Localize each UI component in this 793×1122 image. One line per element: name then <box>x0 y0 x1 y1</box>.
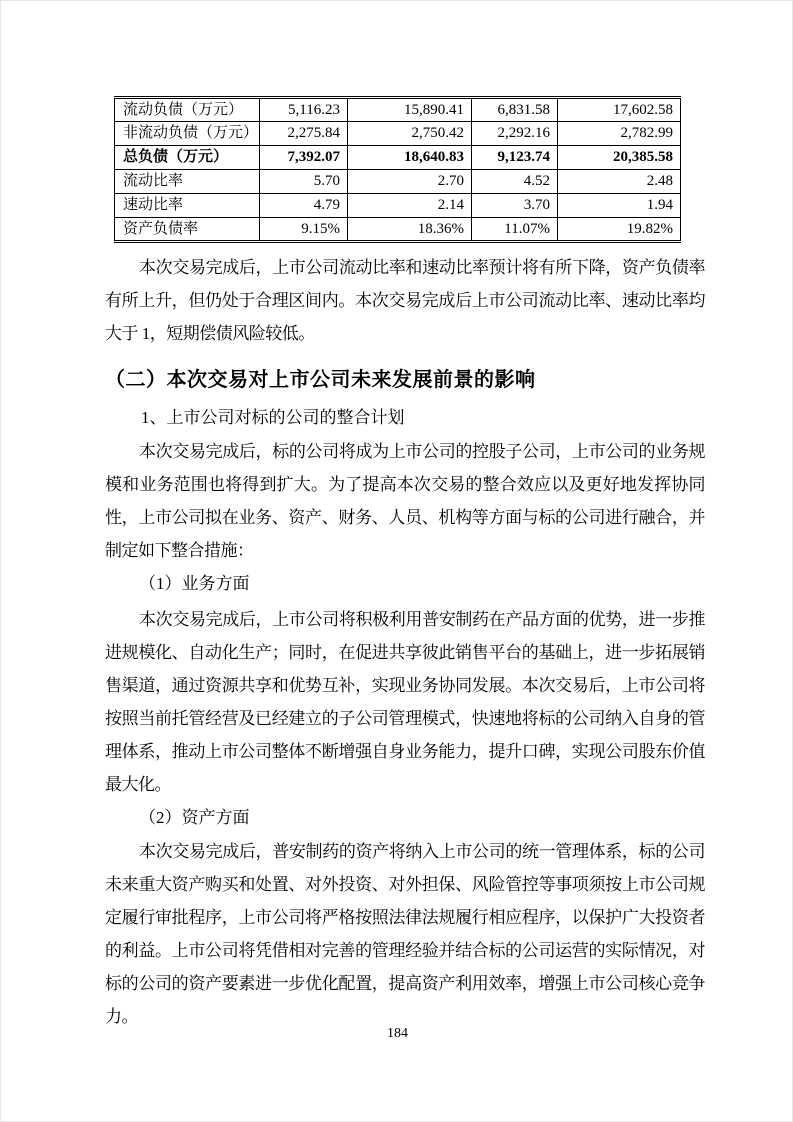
cell-value: 7,392.07 <box>260 146 348 170</box>
section-heading-future-prospects: （二）本次交易对上市公司未来发展前景的影响 <box>105 369 536 391</box>
row-label: 总负债（万元） <box>115 146 260 170</box>
table-row-total-liabilities <box>115 146 681 170</box>
cell-value: 2,782.99 <box>558 122 681 146</box>
cell-value: 15,890.41 <box>348 98 472 122</box>
item-heading-assets: （2）资产方面 <box>139 808 250 827</box>
table-row-noncurrent-liabilities <box>115 122 681 146</box>
paragraph-business-integration: 本次交易完成后，上市公司将积极利用普安制药在产品方面的优势，进一步推进规模化、自动化生产；同时，在促进共享彼此销售平台的基础上，进一步拓展销售渠道，通过资源共享和优势互补，实现业务协同发展。本次交易后，上市公司将按照当前托管经营及已经建立的子公司管理模式，快速地将标的公司纳入自身的管理体系，推动上市公司整体不断增强自身业务能力，提升口碑，实现公司股东价值最大化。 <box>105 610 705 794</box>
cell-value: 4.79 <box>260 194 348 218</box>
table-row-current-ratio <box>115 170 681 194</box>
financial-metrics-table <box>114 96 681 243</box>
cell-value: 20,385.58 <box>558 146 681 170</box>
table-row-debt-ratio <box>115 218 681 242</box>
cell-value: 2,275.84 <box>260 122 348 146</box>
cell-value: 4.52 <box>472 170 558 194</box>
paragraph-solvency-conclusion: 本次交易完成后，上市公司流动比率和速动比率预计将有所下降，资产负债率有所上升，但仍处于合理区间内。本次交易完成后上市公司流动比率、速动比率均大于 1，短期偿债风险较低。 <box>105 258 705 343</box>
page-number: 184 <box>387 1026 408 1041</box>
cell-value: 5.70 <box>260 170 348 194</box>
cell-value: 2.14 <box>348 194 472 218</box>
cell-value: 9.15% <box>260 218 348 242</box>
paragraph-integration-overview: 本次交易完成后，标的公司将成为上市公司的控股子公司，上市公司的业务规模和业务范围也将得到扩大。为了提高本次交易的整合效应以及更好地发挥协同性，上市公司拟在业务、资产、财务、人员、机构等方面与标的公司进行融合，并制定如下整合措施： <box>105 442 705 560</box>
item-heading-business: （1）业务方面 <box>139 574 250 593</box>
cell-value: 11.07% <box>472 218 558 242</box>
cell-value: 2.48 <box>558 170 681 194</box>
cell-value: 1.94 <box>558 194 681 218</box>
row-label: 流动负债（万元） <box>115 98 260 122</box>
row-label: 资产负债率 <box>115 218 260 242</box>
cell-value: 18.36% <box>348 218 472 242</box>
table-row-quick-ratio <box>115 194 681 218</box>
subsection-heading-integration-plan: 1、上市公司对标的公司的整合计划 <box>141 408 405 427</box>
row-label: 非流动负债（万元） <box>115 122 260 146</box>
cell-value: 17,602.58 <box>558 98 681 122</box>
paragraph-asset-integration: 本次交易完成后，普安制药的资产将纳入上市公司的统一管理体系，标的公司未来重大资产购买和处置、对外投资、对外担保、风险管控等事项须按上市公司规定履行审批程序，上市公司将严格按照法律法规履行相应程序，以保护广大投资者的利益。上市公司将凭借相对完善的管理经验并结合标的公司运营的实际情况，对标的公司的资产要素进一步优化配置，提高资产利用效率，增强上市公司核心竞争力。 <box>105 842 705 1026</box>
table-row-current-liabilities <box>115 98 681 122</box>
row-label: 流动比率 <box>115 170 260 194</box>
row-label: 速动比率 <box>115 194 260 218</box>
cell-value: 18,640.83 <box>348 146 472 170</box>
cell-value: 3.70 <box>472 194 558 218</box>
cell-value: 2.70 <box>348 170 472 194</box>
cell-value: 5,116.23 <box>260 98 348 122</box>
cell-value: 6,831.58 <box>472 98 558 122</box>
cell-value: 2,292.16 <box>472 122 558 146</box>
cell-value: 19.82% <box>558 218 681 242</box>
cell-value: 9,123.74 <box>472 146 558 170</box>
cell-value: 2,750.42 <box>348 122 472 146</box>
